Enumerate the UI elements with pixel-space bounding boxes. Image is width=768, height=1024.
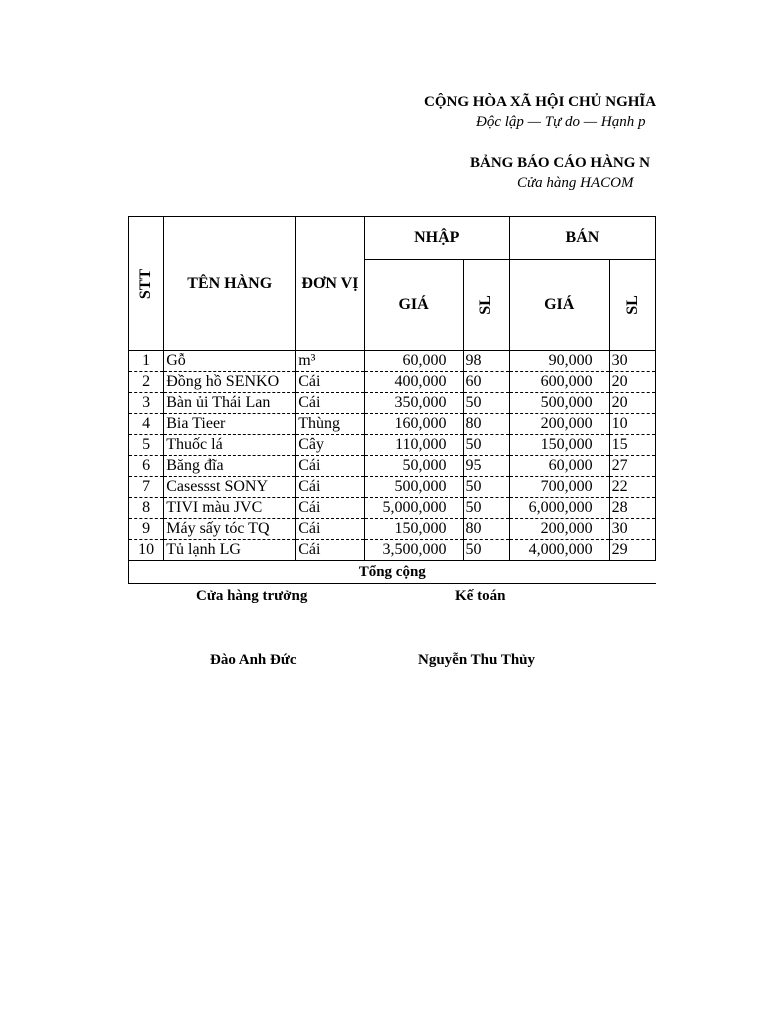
- header-sell: BÁN: [509, 217, 655, 260]
- row-sell-price: 200,000: [509, 414, 609, 435]
- row-stt: 1: [129, 351, 164, 372]
- row-import-price: 350,000: [364, 393, 463, 414]
- row-stt: 6: [129, 456, 164, 477]
- row-sell-qty: 27: [609, 456, 655, 477]
- row-stt: 8: [129, 498, 164, 519]
- row-import-qty: 50: [463, 498, 509, 519]
- row-import-qty: 60: [463, 372, 509, 393]
- row-name: Casessst SONY: [164, 477, 296, 498]
- row-import-price: 50,000: [364, 456, 463, 477]
- row-sell-price: 600,000: [509, 372, 609, 393]
- row-sell-qty: 30: [609, 351, 655, 372]
- row-name: Băng đĩa: [164, 456, 296, 477]
- row-import-qty: 80: [463, 519, 509, 540]
- row-unit: Cái: [296, 540, 365, 561]
- store-manager-name: Đào Anh Đức: [210, 652, 297, 668]
- row-name: Bàn ủi Thái Lan: [164, 393, 296, 414]
- table-row: [129, 393, 656, 414]
- row-import-qty: 50: [463, 393, 509, 414]
- total-row: Tổng cộng: [129, 561, 656, 584]
- header-import: NHẬP: [364, 217, 509, 260]
- header-sell-price: GIÁ: [509, 260, 609, 351]
- header-sell-qty: SL: [609, 260, 655, 351]
- row-stt: 4: [129, 414, 164, 435]
- row-sell-price: 60,000: [509, 456, 609, 477]
- row-sell-qty: 28: [609, 498, 655, 519]
- row-sell-price: 700,000: [509, 477, 609, 498]
- row-import-price: 5,000,000: [364, 498, 463, 519]
- row-sell-qty: 29: [609, 540, 655, 561]
- row-name: Gỗ: [164, 351, 296, 372]
- row-unit: Cái: [296, 519, 365, 540]
- row-unit: Cái: [296, 477, 365, 498]
- row-import-price: 150,000: [364, 519, 463, 540]
- row-name: Tủ lạnh LG: [164, 540, 296, 561]
- row-import-price: 110,000: [364, 435, 463, 456]
- table-row: [129, 351, 656, 372]
- row-sell-qty: 10: [609, 414, 655, 435]
- row-import-qty: 50: [463, 540, 509, 561]
- row-import-qty: 50: [463, 477, 509, 498]
- header-name: TÊN HÀNG: [164, 217, 296, 351]
- row-sell-price: 150,000: [509, 435, 609, 456]
- header-import-qty: SL: [463, 260, 509, 351]
- row-sell-price: 4,000,000: [509, 540, 609, 561]
- table-row: [129, 456, 656, 477]
- header-import-price: GIÁ: [364, 260, 463, 351]
- motto: Độc lập — Tự do — Hạnh p: [476, 114, 646, 130]
- row-stt: 5: [129, 435, 164, 456]
- row-stt: 2: [129, 372, 164, 393]
- row-unit: Cái: [296, 498, 365, 519]
- row-import-price: 400,000: [364, 372, 463, 393]
- row-stt: 7: [129, 477, 164, 498]
- row-sell-price: 200,000: [509, 519, 609, 540]
- row-stt: 3: [129, 393, 164, 414]
- accountant-name: Nguyễn Thu Thủy: [418, 652, 536, 668]
- row-sell-price: 90,000: [509, 351, 609, 372]
- row-unit: Cái: [296, 372, 365, 393]
- goods-report-table: [128, 216, 656, 584]
- table-row: [129, 519, 656, 540]
- row-import-price: 500,000: [364, 477, 463, 498]
- row-name: Máy sấy tóc TQ: [164, 519, 296, 540]
- report-title: BẢNG BÁO CÁO HÀNG N: [470, 155, 651, 171]
- accountant-title: Kế toán: [455, 588, 506, 604]
- row-import-qty: 98: [463, 351, 509, 372]
- row-unit: Cây: [296, 435, 365, 456]
- row-sell-qty: 30: [609, 519, 655, 540]
- row-name: Đồng hồ SENKO: [164, 372, 296, 393]
- store-manager-title: Cửa hàng trưởng: [196, 588, 308, 604]
- table-row: [129, 477, 656, 498]
- table-row: [129, 435, 656, 456]
- table-row: [129, 372, 656, 393]
- row-import-qty: 80: [463, 414, 509, 435]
- row-unit: Cái: [296, 393, 365, 414]
- row-name: Bia Tieer: [164, 414, 296, 435]
- row-sell-qty: 20: [609, 393, 655, 414]
- table-row: [129, 540, 656, 561]
- header-stt: STT: [129, 217, 164, 351]
- row-sell-qty: 22: [609, 477, 655, 498]
- header-unit: ĐƠN VỊ: [296, 217, 365, 351]
- table-row: [129, 414, 656, 435]
- row-unit: Cái: [296, 456, 365, 477]
- row-stt: 10: [129, 540, 164, 561]
- nation-header: CỘNG HÒA XÃ HỘI CHỦ NGHĨA: [424, 94, 656, 110]
- table-row: [129, 498, 656, 519]
- row-unit: Thùng: [296, 414, 365, 435]
- row-sell-price: 6,000,000: [509, 498, 609, 519]
- row-import-price: 60,000: [364, 351, 463, 372]
- row-sell-price: 500,000: [509, 393, 609, 414]
- row-sell-qty: 20: [609, 372, 655, 393]
- row-stt: 9: [129, 519, 164, 540]
- row-import-qty: 50: [463, 435, 509, 456]
- row-name: TIVI màu JVC: [164, 498, 296, 519]
- row-import-price: 3,500,000: [364, 540, 463, 561]
- store-name: Cửa hàng HACOM: [517, 175, 634, 191]
- row-import-price: 160,000: [364, 414, 463, 435]
- row-sell-qty: 15: [609, 435, 655, 456]
- row-unit: m³: [296, 351, 365, 372]
- row-import-qty: 95: [463, 456, 509, 477]
- row-name: Thuốc lá: [164, 435, 296, 456]
